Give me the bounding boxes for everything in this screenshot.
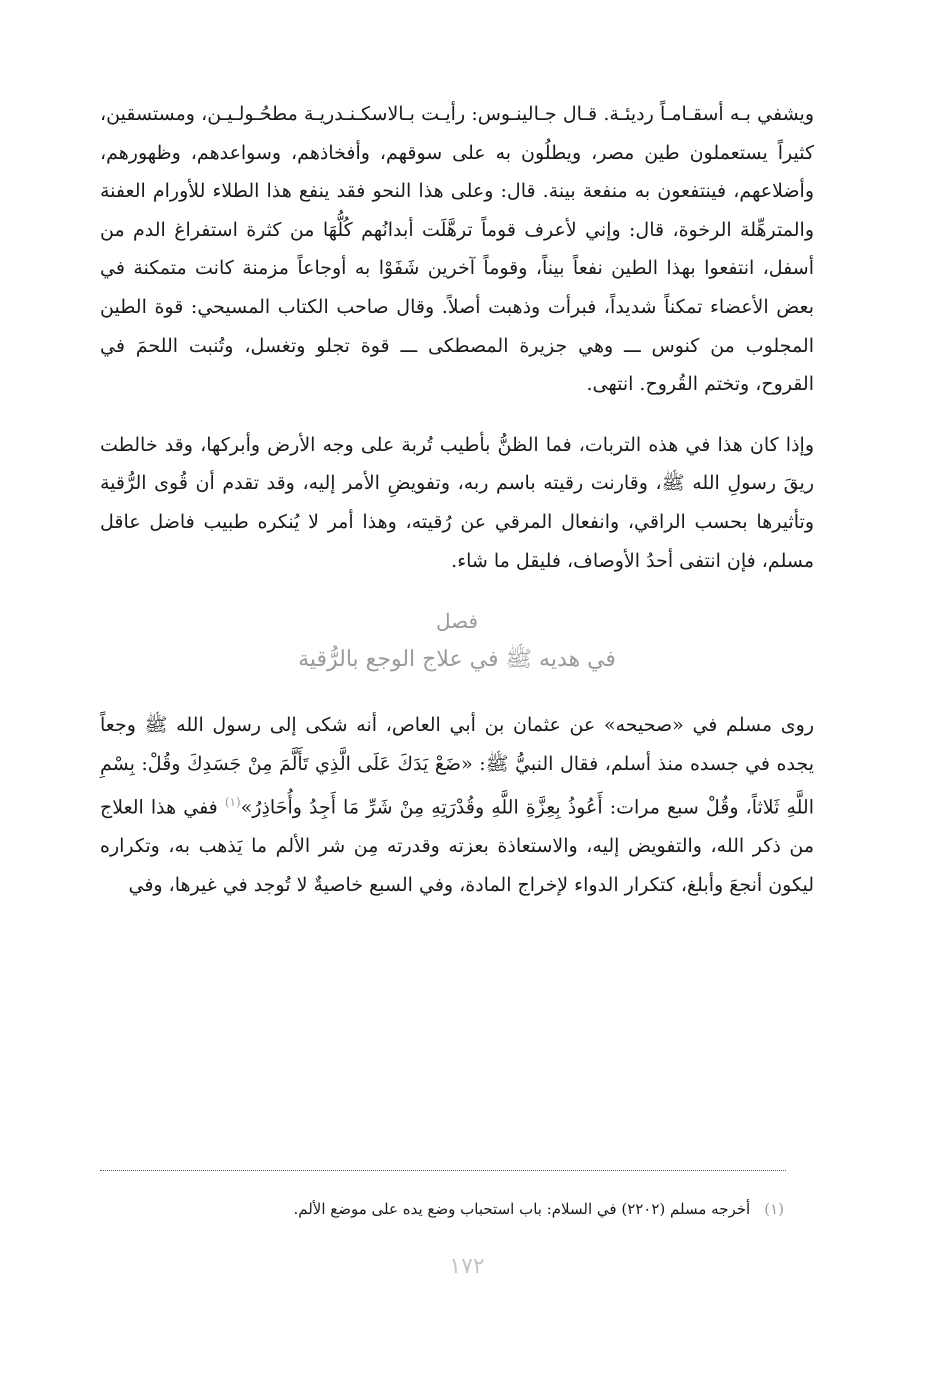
section-title: في هديه ﷺ في علاج الوجع بالرُّقية bbox=[298, 647, 616, 673]
footnote-text: أخرجه مسلم (٢٢٠٢) في السلام: باب استحباب وضع يده على موضع الألم. bbox=[293, 1200, 751, 1218]
paragraph-3 bbox=[100, 706, 814, 904]
footnote bbox=[144, 1197, 784, 1221]
paragraph-1: ويشفي بـه أسقـامـاً رديئـة. قـال جـالينـوس: رأيـت بـالاسكـنـدريـة مطحُـولـيـن، ومستسقين، كثيراً يستعملون طين مصر، ويطلُون به على سوقهم، وأفخاذهم، وسواعدهم، وظهورهم، وأضلاعهم، فينتفعون به منفعة بينة. قال: وعلى هذا النحو فقد ينفع هذا الطلاء للأورام العفنة والمترهِّلة الرخوة، قال: وإني لأعرف قوماً ترهَّلَت أبدانُهم كُلُّهَا من كثرة استفراغ الدم من أسفل، انتفعوا بهذا الطين نفعاً بيناً، وقوماً آخرين شَفَوْا به أوجاعاً مزمنة كانت متمكنة في بعض الأعضاء تمكناً شديداً، فبرأت وذهبت أصلاً. وقال صاحب الكتاب المسيحي: قوة الطين المجلوب من كنوس ـــ وهي جزيرة المصطكى ـــ قوة تجلو وتغسل، وتُنبت اللحمَ في القروح، وتختم القُروح. انتهى. bbox=[100, 103, 814, 396]
footnote-reference[interactable]: (١) bbox=[224, 795, 241, 810]
page-number: ١٧٢ bbox=[449, 1254, 485, 1279]
section-heading bbox=[100, 606, 814, 678]
paragraph-2: وإذا كان هذا في هذه التربات، فما الظنُّ بأطيب تُربة على وجه الأرض وأبركها، وقد خالطت ريقَ رسولِ الله ﷺ، وقارنت رقيته باسم ربه، وتفويضِ الأمر إليه، وقد تقدم أن قُوى الرُّقية وتأثيرها بحسب الراقي، وانفعال المرقي عن رُقيته، وهذا أمر لا يُنكره طبيب فاضل عاقل مسلم، فإن انتفى أحدُ الأوصاف، فليقل ما شاء. bbox=[100, 433, 814, 572]
paragraph-3-part-2: ففي هذا العلاج من ذكر الله، والتفويض إليه، والاستعاذة بعزته وقدرته مِن شر الألم ما يَذهب به، وتكراره ليكون أنجعَ وأبلغ، كتكرار الدواء لإخراج المادة، وفي السبع خاصيةٌ لا تُوجد في غيرها، وفي bbox=[100, 796, 814, 896]
footnote-mark: (١) bbox=[764, 1200, 784, 1218]
page-body bbox=[100, 95, 814, 904]
paragraph-3-part-1: روى مسلم في «صحيحه» عن عثمان بن أبي العاص، أنه شكى إلى رسول الله ﷺ وجعاً يجده في جسده منذ أسلم، فقال النبيُّ ﷺ: «ضَعْ يَدَكَ عَلَى الَّذِي تَأَلَّمَ مِنْ جَسَدِكَ وقُلْ: بِسْمِ اللَّهِ ثَلاثاً، وقُلْ سبع مرات: أَعُوذُ بِعِزَّةِ اللَّهِ وقُدْرَتِهِ مِنْ شَرِّ مَا أَجِدُ وأُحَاذِرُ» bbox=[100, 714, 815, 819]
footnote-divider bbox=[100, 1170, 786, 1171]
section-label: فصل bbox=[435, 609, 479, 634]
